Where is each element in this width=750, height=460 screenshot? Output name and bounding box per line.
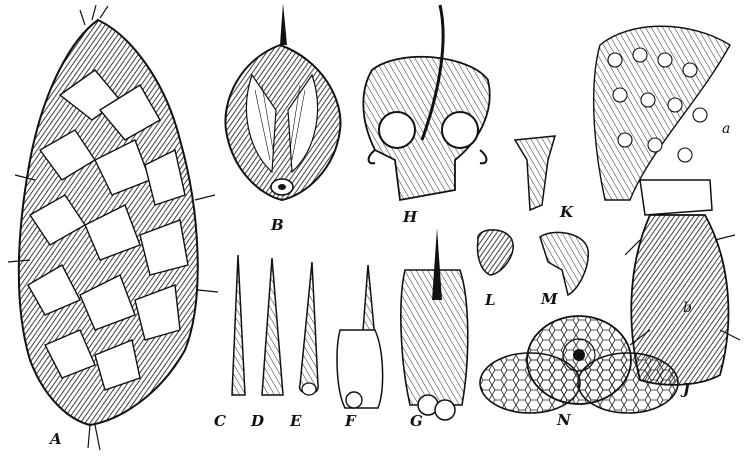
label-d: D	[251, 412, 265, 430]
label-n: N	[557, 411, 571, 429]
label-g: G	[410, 412, 423, 430]
figure-h-scale	[363, 5, 489, 200]
figure-f-bract	[337, 265, 383, 408]
figure-g-bract	[401, 228, 468, 420]
label-c: C	[214, 412, 226, 430]
figure-l-stamen	[478, 230, 514, 275]
figure-d-bract	[262, 258, 283, 395]
figure-c-bract	[232, 255, 245, 395]
figure-e-bract	[300, 262, 319, 395]
annotation-b: b	[683, 300, 692, 316]
label-f: F	[345, 412, 356, 430]
figure-m-stamen	[540, 232, 588, 295]
label-h: H	[403, 208, 418, 226]
label-a: A	[50, 430, 62, 448]
label-b: B	[271, 216, 284, 234]
annotation-a: a	[722, 121, 731, 137]
figure-a-cone	[8, 5, 218, 450]
figure-b-seed-scale	[225, 3, 340, 200]
label-e: E	[290, 412, 302, 430]
label-m: M	[541, 290, 558, 308]
label-l: L	[485, 291, 496, 309]
label-k: K	[560, 203, 574, 221]
label-j: J	[683, 380, 691, 398]
figure-k-stamen	[515, 136, 555, 210]
